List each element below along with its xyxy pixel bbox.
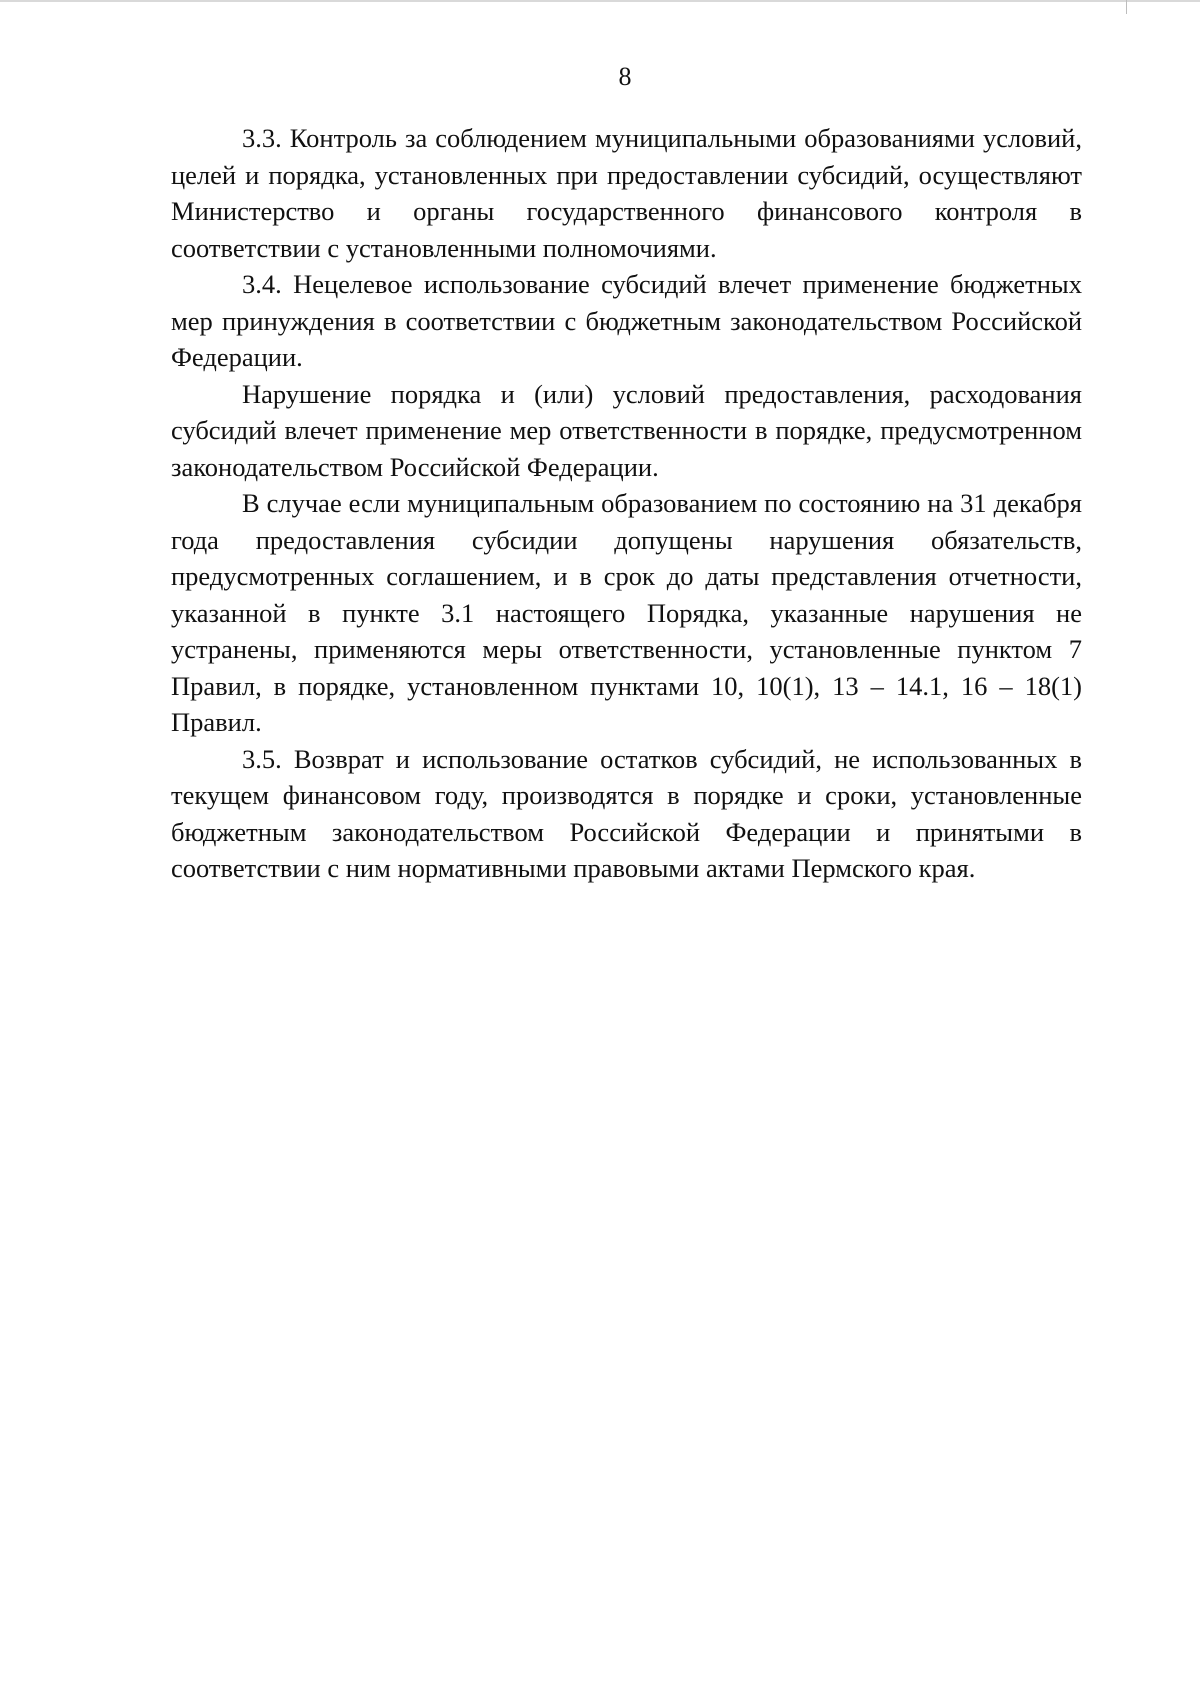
paragraph-3-4: 3.4. Нецелевое использование субсидий влечет применение бюджетных мер принуждения в соответствии с бюджетным законодательством Российской Федерации. <box>171 269 1082 372</box>
scan-edge-top <box>0 0 1200 2</box>
paragraph-violation-case: В случае если муниципальным образованием по состоянию на 31 декабря года предоставления субсидии допущены нарушения обязательств, предусмотренных соглашением, и в срок до даты представления отчетности, указанной в пункте 3.1 настоящего Порядка, указанные нарушения не устранены, применяются меры ответственности, установленные пунктом 7 Правил, в порядке, установленном пунктами 10, 10(1), 13 – 14.1, 16 – 18(1) Правил. <box>171 488 1082 737</box>
scan-edge-right <box>1126 0 1127 14</box>
paragraph-3-5: 3.5. Возврат и использование остатков субсидий, не использованных в текущем финансовом году, производятся в порядке и сроки, установленные бюджетным законодательством Российской Федерации и принятыми в соответствии с ним нормативными правовыми актами Пермского края. <box>171 743 1082 883</box>
document-body <box>171 120 1082 887</box>
page-number: 8 <box>618 62 632 91</box>
paragraph-violation: Нарушение порядка и (или) условий предоставления, расходования субсидий влечет применение мер ответственности в порядке, предусмотренном законодательством Российской Федерации. <box>171 378 1082 482</box>
paragraph-3-3: 3.3. Контроль за соблюдением муниципальными образованиями условий, целей и порядка, установленных при предоставлении субсидий, осуществляют Министерство и органы государственного финансового контроля в соответствии с установленными полномочиями. <box>171 123 1082 263</box>
